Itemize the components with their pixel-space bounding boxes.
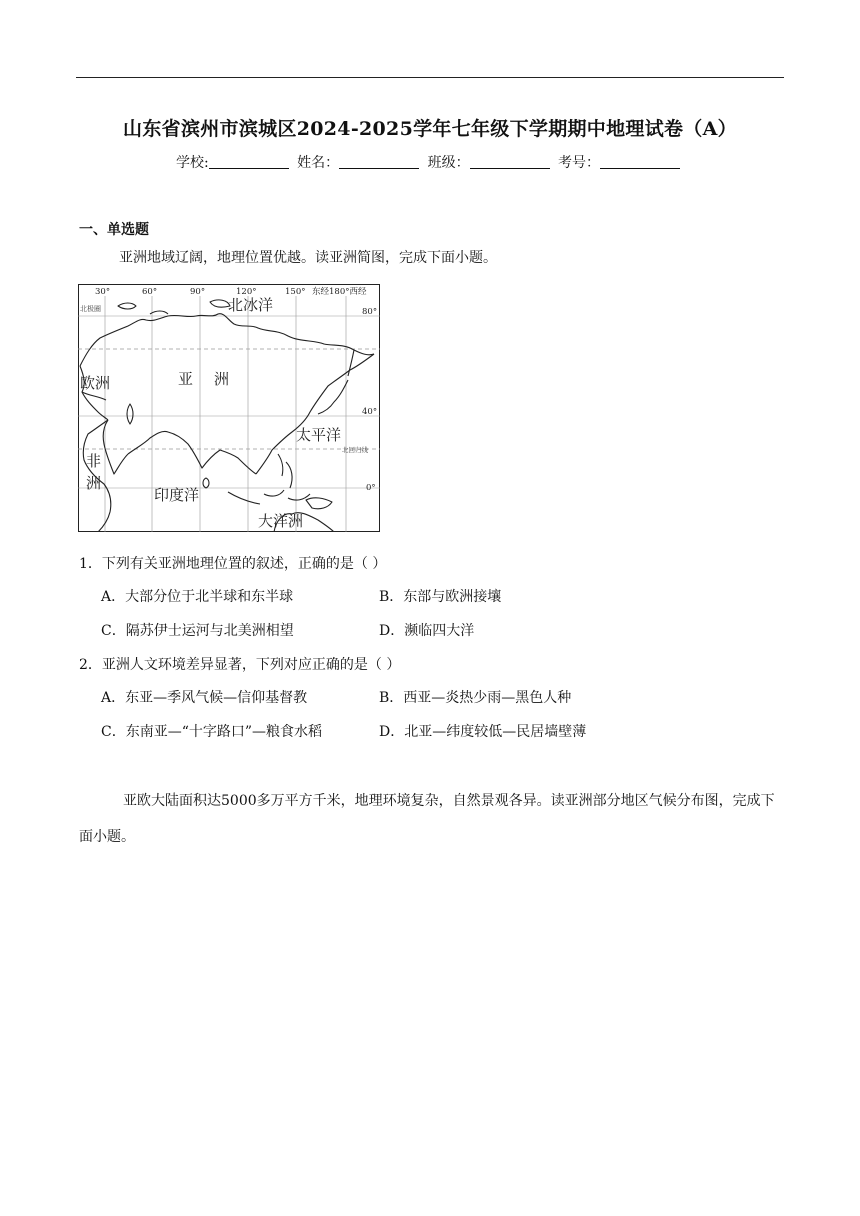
q1-option-c[interactable]: C．隔苏伊士运河与北美洲相望 xyxy=(101,623,294,639)
asia-label-1: 亚 xyxy=(178,370,194,388)
lat-label: 80° xyxy=(362,307,378,317)
arctic-circle-label: 北极圈 xyxy=(80,305,101,313)
name-label: 姓名： xyxy=(297,155,340,171)
q1-option-a[interactable]: A．大部分位于北半球和东半球 xyxy=(101,589,294,605)
lon-label: 60° xyxy=(142,287,158,297)
question-intro: 亚洲地域辽阔，地理位置优越。读亚洲简图，完成下面小题。 xyxy=(119,250,497,266)
page-title: 山东省滨州市滨城区2024-2025学年七年级下学期期中地理试卷（A） xyxy=(123,118,737,140)
q2-option-a[interactable]: A．东亚—季风气候—信仰基督教 xyxy=(101,690,308,706)
q1-option-d[interactable]: D．濒临四大洋 xyxy=(379,623,475,639)
pacific-ocean-label: 太平洋 xyxy=(296,426,342,444)
africa-label-2: 洲 xyxy=(86,474,102,492)
class-blank[interactable] xyxy=(470,154,550,169)
q2-option-d[interactable]: D．北亚—纬度较低—民居墙壁薄 xyxy=(379,724,587,740)
lon-label: 东经180°西经 xyxy=(312,287,367,297)
name-blank[interactable] xyxy=(339,154,419,169)
tropic-cancer-label: 北回归线 xyxy=(342,446,368,454)
q1-option-b[interactable]: B．东部与欧洲接壤 xyxy=(379,589,502,605)
header-rule xyxy=(76,77,784,78)
lon-label: 90° xyxy=(190,287,206,297)
number-label: 考号： xyxy=(558,155,601,171)
question-2-stem: 2．亚洲人文环境差异显著，下列对应正确的是（ ） xyxy=(79,657,401,673)
lat-label: 40° xyxy=(362,407,378,417)
asia-map xyxy=(78,284,380,532)
school-blank[interactable] xyxy=(209,154,289,169)
student-info-line xyxy=(0,152,860,172)
question-1-stem: 1．下列有关亚洲地理位置的叙述，正确的是（ ） xyxy=(79,556,387,572)
europe-label: 欧洲 xyxy=(80,374,111,392)
lat-label: 0° xyxy=(366,483,376,493)
q2-option-c[interactable]: C．东南亚—“十字路口”—粮食水稻 xyxy=(101,724,323,740)
africa-label-1: 非 xyxy=(86,452,102,470)
indian-ocean-label: 印度洋 xyxy=(154,486,200,504)
oceania-label: 大洋洲 xyxy=(258,512,304,530)
class-label: 班级： xyxy=(427,155,470,171)
lon-label: 120° xyxy=(236,287,257,297)
lon-label: 150° xyxy=(285,287,306,297)
number-blank[interactable] xyxy=(600,154,680,169)
arctic-ocean-label: 北冰洋 xyxy=(228,296,274,314)
lon-label: 30° xyxy=(95,287,111,297)
school-label: 学校: xyxy=(175,155,209,171)
asia-label-2: 洲 xyxy=(214,370,230,388)
question-intro-2: 亚欧大陆面积达5000多万平方千米，地理环境复杂，自然景观各异。读亚洲部分地区气候分布图，完成下面小题。 xyxy=(79,793,775,845)
q2-option-b[interactable]: B．西亚—炎热少雨—黑色人种 xyxy=(379,690,572,706)
section-heading: 一、单选题 xyxy=(79,222,149,238)
